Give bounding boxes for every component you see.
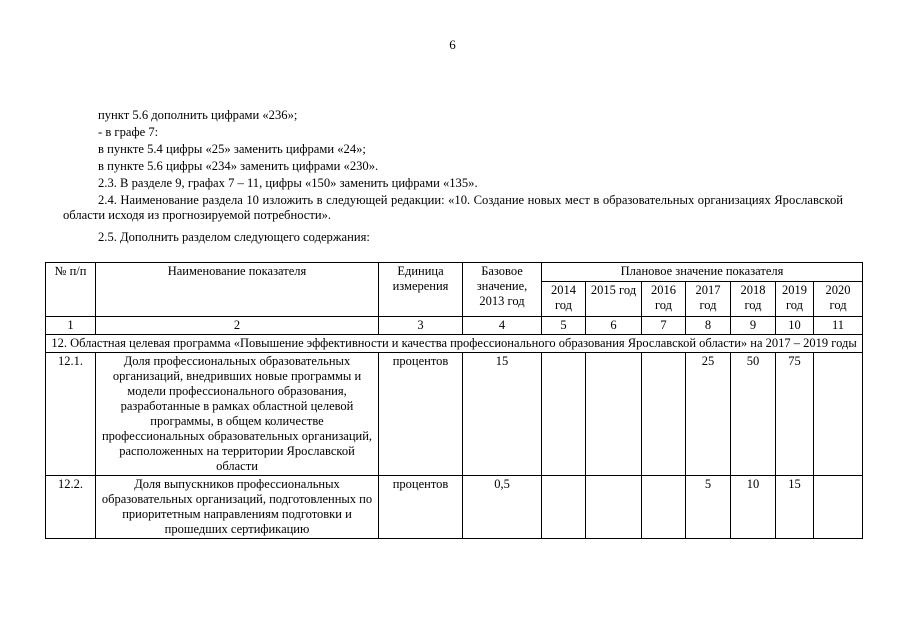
row-value: 15 [776,476,814,539]
text-line-3: в пункте 5.4 цифры «25» заменить цифрами «24»; [98,142,366,156]
header-year: 2018 год [731,282,776,317]
column-number: 1 [46,317,96,335]
indicator-table [45,262,863,539]
header-year: 2019 год [776,282,814,317]
column-number: 5 [542,317,586,335]
column-number: 7 [642,317,686,335]
row-value: 10 [731,476,776,539]
header-year: 2020 год [814,282,863,317]
row-value [542,476,586,539]
column-number-row [46,317,863,335]
row-value: 50 [731,353,776,476]
row-base: 0,5 [463,476,542,539]
header-year: 2014 год [542,282,586,317]
table-header-row [46,263,863,282]
header-year: 2017 год [686,282,731,317]
row-value: 75 [776,353,814,476]
column-number: 8 [686,317,731,335]
row-value [814,353,863,476]
row-name: Доля профессиональных образовательных организаций, внедривших новые программы и модели профессионального образования, разработанные в рамках областной целевой программы, в общем количестве профессиональных образовательных организаций, расположенных на территории Ярославской области [96,353,379,476]
row-value: 5 [686,476,731,539]
header-unit: Единица измерения [379,263,463,317]
row-value [642,353,686,476]
row-num: 12.2. [46,476,96,539]
table-row [46,353,863,476]
text-line-5: 2.3. В разделе 9, графах 7 – 11, цифры «150» заменить цифрами «135». [98,176,478,190]
page-number: 6 [449,37,456,52]
section-row [46,335,863,353]
column-number: 9 [731,317,776,335]
row-value [542,353,586,476]
column-number: 4 [463,317,542,335]
row-value: 25 [686,353,731,476]
section-title: 12. Областная целевая программа «Повышение эффективности и качества профессионального образования Ярославской области» на 2017 – 2019 годы [46,335,863,353]
paragraph-2-5: 2.5. Дополнить разделом следующего содержания: [98,230,370,244]
header-name: Наименование показателя [96,263,379,317]
header-base: Базовое значение, 2013 год [463,263,542,317]
row-base: 15 [463,353,542,476]
row-value [586,476,642,539]
table-row [46,476,863,539]
row-name: Доля выпускников профессиональных образовательных организаций, подготовленных по приоритетным направлениям подготовки и прошедших сертификацию [96,476,379,539]
row-value [586,353,642,476]
header-year: 2015 год [586,282,642,317]
column-number: 6 [586,317,642,335]
header-year: 2016 год [642,282,686,317]
row-num: 12.1. [46,353,96,476]
column-number: 11 [814,317,863,335]
row-unit: процентов [379,353,463,476]
row-value [814,476,863,539]
paragraph-2-4: 2.4. Наименование раздела 10 изложить в следующей редакции: «10. Создание новых мест в образовательных организациях Ярославской области исходя из прогнозируемой потребности». [63,193,843,222]
header-num: № п/п [46,263,96,317]
text-line-1: пункт 5.6 дополнить цифрами «236»; [98,108,298,122]
text-line-4: в пункте 5.6 цифры «234» заменить цифрами «230». [98,159,379,173]
column-number: 3 [379,317,463,335]
row-value [642,476,686,539]
column-number: 10 [776,317,814,335]
column-number: 2 [96,317,379,335]
header-plan: Плановое значение показателя [542,263,863,282]
text-line-2: - в графе 7: [98,125,159,139]
row-unit: процентов [379,476,463,539]
